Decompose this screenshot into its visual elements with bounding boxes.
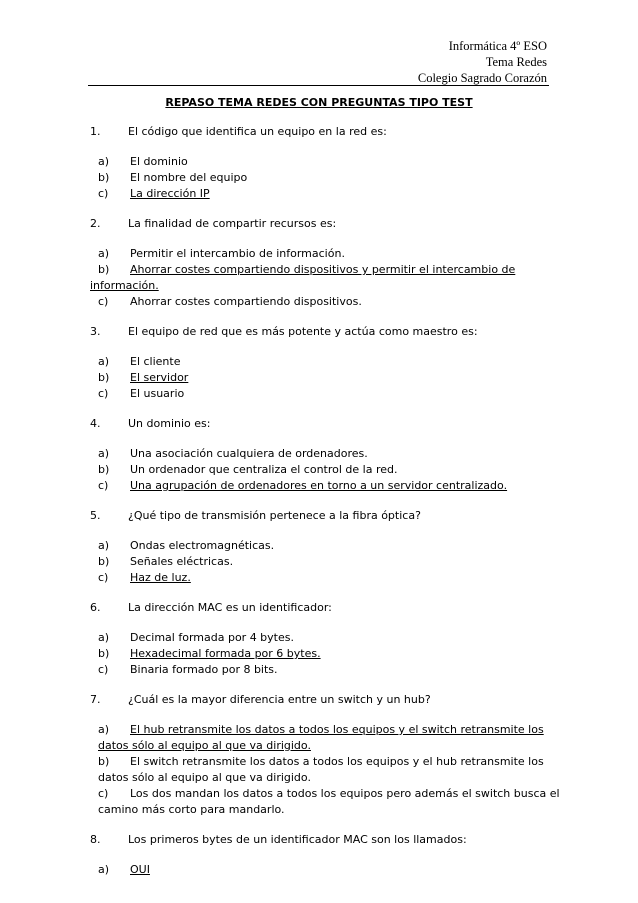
option-continuation (90, 802, 550, 818)
option-correct (90, 722, 550, 738)
option-text: El dominio (130, 155, 188, 168)
option-continuation (90, 278, 550, 294)
option (90, 446, 550, 462)
option (90, 630, 550, 646)
option (90, 354, 550, 370)
option-text-continued: camino más corto para mandarlo. (98, 803, 285, 816)
option-letter: b) (98, 755, 110, 768)
option (90, 170, 550, 186)
option-text: Haz de luz. (130, 571, 191, 584)
header-topic: Tema Redes (485, 55, 547, 69)
option-letter: c) (98, 187, 109, 200)
option-correct (90, 478, 550, 494)
option (90, 386, 550, 402)
question-number: 7. (90, 693, 101, 706)
option-text: Los dos mandan los datos a todos los equipos pero además el switch busca el (130, 787, 560, 800)
options-8 (90, 862, 550, 878)
option (90, 154, 550, 170)
question-number: 6. (90, 601, 101, 614)
option-correct (90, 570, 550, 586)
options-5 (90, 538, 550, 586)
option-continuation (90, 770, 550, 786)
header-divider (88, 85, 549, 86)
question-6 (90, 600, 550, 616)
question-5 (90, 508, 550, 524)
option-correct (90, 370, 550, 386)
option-letter: c) (98, 571, 109, 584)
option-text: El nombre del equipo (130, 171, 248, 184)
header-subject: Informática 4º ESO (448, 39, 547, 53)
options-7 (90, 722, 560, 818)
option-letter: b) (98, 647, 110, 660)
option-text: Decimal formada por 4 bytes. (130, 631, 294, 644)
option-text: El switch retransmite los datos a todos los equipos y el hub retransmite los (130, 755, 544, 768)
option-text: OUI (130, 863, 150, 876)
question-7 (90, 692, 550, 708)
question-text: El código que identifica un equipo en la red es: (128, 125, 387, 138)
question-number: 3. (90, 325, 101, 338)
question-text: Los primeros bytes de un identificador MAC son los llamados: (128, 833, 467, 846)
question-text: Un dominio es: (128, 417, 211, 430)
option (90, 554, 550, 570)
option-text: El cliente (130, 355, 181, 368)
option-letter: a) (98, 539, 110, 552)
question-number: 8. (90, 833, 101, 846)
options-6 (90, 630, 550, 678)
option-text-continued: información. (90, 279, 159, 292)
question-1 (90, 124, 550, 140)
option-text-continued: datos sólo al equipo al que va dirigido. (98, 771, 311, 784)
option-correct (90, 646, 550, 662)
question-number: 5. (90, 509, 101, 522)
option-text: Hexadecimal formada por 6 bytes. (130, 647, 321, 660)
options-1 (90, 154, 550, 202)
option-text: Un ordenador que centraliza el control de la red. (130, 463, 398, 476)
option-letter: c) (98, 663, 109, 676)
option-letter: c) (98, 387, 109, 400)
question-list (90, 124, 560, 892)
option-letter: a) (98, 631, 110, 644)
option-correct (90, 186, 550, 202)
option-letter: a) (98, 863, 110, 876)
option-correct (90, 862, 550, 878)
option-correct (90, 262, 550, 278)
option-text: Ondas electromagnéticas. (130, 539, 275, 552)
option-letter: c) (98, 479, 109, 492)
option-letter: a) (98, 155, 110, 168)
question-8 (90, 832, 550, 848)
question-2 (90, 216, 550, 232)
option-text: El usuario (130, 387, 185, 400)
option-letter: c) (98, 787, 109, 800)
option (90, 246, 550, 262)
option-text: La dirección IP (130, 187, 210, 200)
option-letter: b) (98, 555, 110, 568)
option-text: El servidor (130, 371, 189, 384)
question-number: 1. (90, 125, 101, 138)
option (90, 538, 550, 554)
option-letter: a) (98, 447, 110, 460)
option-text: Permitir el intercambio de información. (130, 247, 345, 260)
question-number: 4. (90, 417, 101, 430)
option-text: Ahorrar costes compartiendo dispositivos. (130, 295, 362, 308)
option (90, 662, 550, 678)
option-text: Una asociación cualquiera de ordenadores. (130, 447, 368, 460)
question-number: 2. (90, 217, 101, 230)
option-letter: a) (98, 247, 110, 260)
option-text: Binaria formado por 8 bits. (130, 663, 278, 676)
page-title: REPASO TEMA REDES CON PREGUNTAS TIPO TEST (165, 96, 473, 109)
option-letter: b) (98, 463, 110, 476)
question-text: ¿Cuál es la mayor diferencia entre un switch y un hub? (128, 693, 431, 706)
header-school: Colegio Sagrado Corazón (417, 71, 547, 85)
option-letter: b) (98, 371, 110, 384)
option-letter: a) (98, 355, 110, 368)
option-text: El hub retransmite los datos a todos los equipos y el switch retransmite los (130, 723, 544, 736)
option (90, 462, 550, 478)
question-text: La dirección MAC es un identificador: (128, 601, 332, 614)
option-text-continued: datos sólo al equipo al que va dirigido. (98, 739, 311, 752)
option-continuation (90, 738, 550, 754)
option-letter: b) (98, 263, 110, 276)
options-4 (90, 446, 550, 494)
option (90, 754, 550, 770)
question-text: ¿Qué tipo de transmisión pertenece a la fibra óptica? (128, 509, 421, 522)
option-letter: c) (98, 295, 109, 308)
question-4 (90, 416, 550, 432)
option (90, 786, 560, 802)
document-header (418, 38, 547, 86)
options-3 (90, 354, 550, 402)
options-2 (90, 246, 550, 310)
option-text: Una agrupación de ordenadores en torno a un servidor centralizado. (130, 479, 508, 492)
question-3 (90, 324, 550, 340)
question-text: El equipo de red que es más potente y actúa como maestro es: (128, 325, 478, 338)
question-text: La finalidad de compartir recursos es: (128, 217, 337, 230)
option-letter: a) (98, 723, 110, 736)
option-text: Ahorrar costes compartiendo dispositivos y permitir el intercambio de (130, 263, 516, 276)
option-letter: b) (98, 171, 110, 184)
option (90, 294, 550, 310)
option-text: Señales eléctricas. (130, 555, 234, 568)
